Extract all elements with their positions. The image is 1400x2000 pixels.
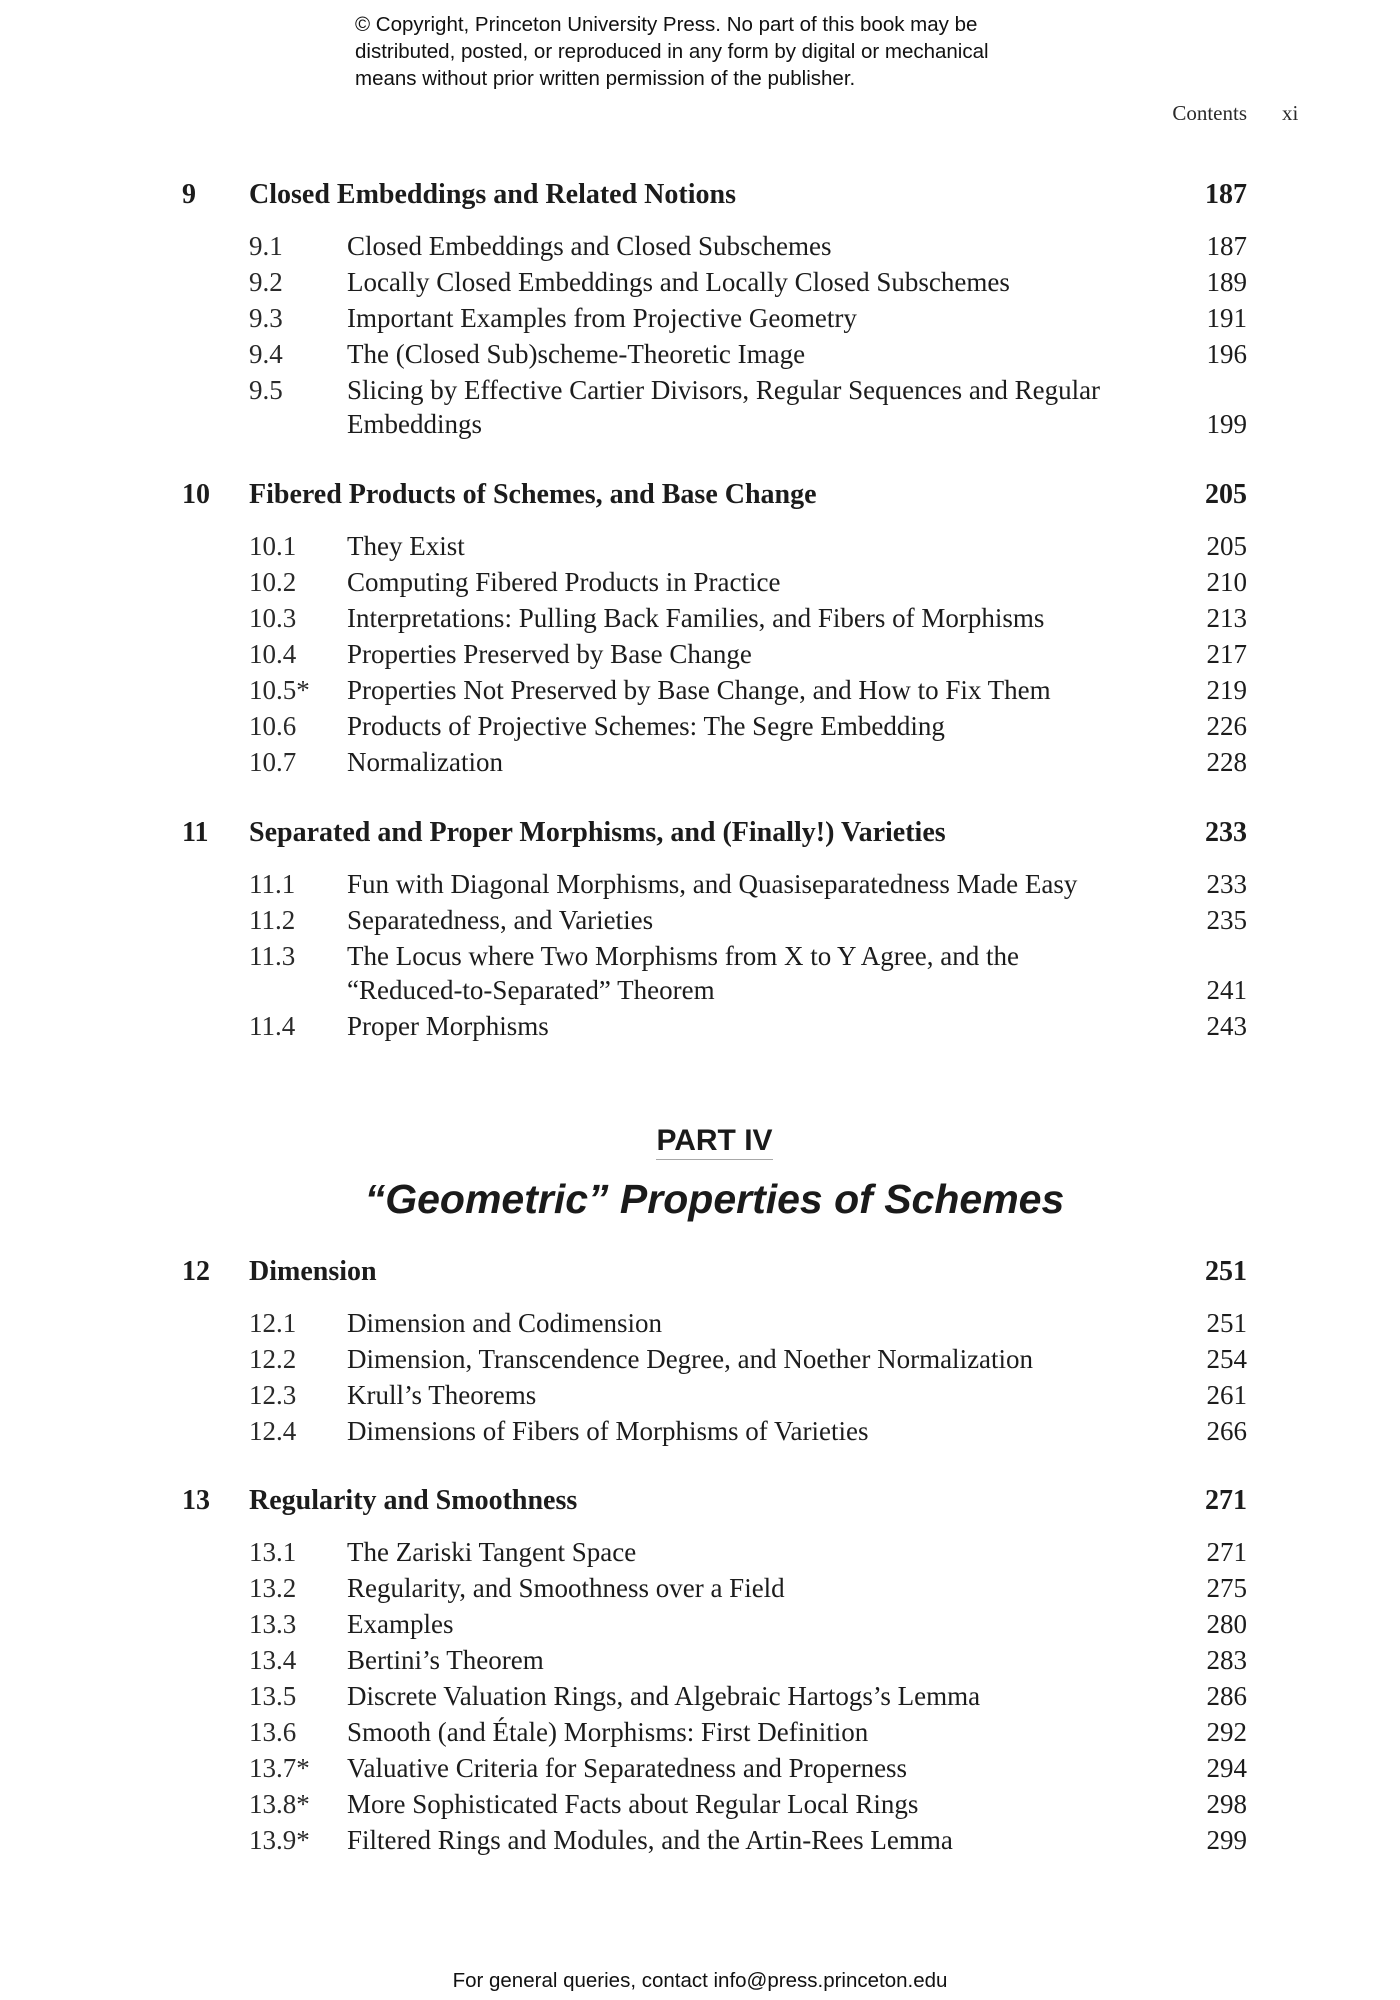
section-title-continuation: “Reduced-to-Separated” Theorem <box>347 974 715 1005</box>
section-row <box>249 710 1247 744</box>
footer-contact: For general queries, contact info@press.princeton.edu <box>452 1969 948 1992</box>
section-page: 243 <box>1206 1010 1247 1041</box>
section-row <box>249 1752 1247 1786</box>
part-title: “Geometric” Properties of Schemes <box>364 1176 1065 1222</box>
section-title: The (Closed Sub)scheme-Theoretic Image <box>347 339 806 369</box>
section-row <box>249 1343 1247 1377</box>
section-number: 13.1 <box>249 1537 297 1567</box>
section-title: Properties Not Preserved by Base Change, and How to Fix Them <box>347 675 1051 705</box>
section-page: 286 <box>1206 1681 1247 1711</box>
section-number: 12.1 <box>249 1308 297 1338</box>
section-number: 13.4 <box>249 1645 297 1675</box>
section-title: They Exist <box>347 531 465 561</box>
section-title: Separatedness, and Varieties <box>347 905 654 935</box>
section-title: Krull’s Theorems <box>347 1380 537 1410</box>
section-page: 280 <box>1206 1609 1247 1639</box>
chapter-title: Regularity and Smoothness <box>249 1485 578 1516</box>
section-page: 292 <box>1206 1717 1247 1747</box>
section-page: 298 <box>1206 1789 1247 1819</box>
running-head-label: Contents <box>1172 101 1247 125</box>
section-page: 241 <box>1206 974 1247 1005</box>
section-row <box>249 374 1247 441</box>
section-title: The Locus where Two Morphisms from X to Y Agree, and the <box>347 941 1019 971</box>
copyright-line: distributed, posted, or reproduced in any form by digital or mechanical <box>355 40 989 63</box>
section-row <box>249 1379 1247 1413</box>
section-title: Examples <box>347 1609 454 1639</box>
section-title: Valuative Criteria for Separatedness and Properness <box>347 1753 908 1783</box>
chapter-number: 9 <box>182 179 196 210</box>
chapter-heading <box>182 177 1247 213</box>
part-label: PART IV <box>656 1122 772 1160</box>
section-number: 13.9* <box>249 1825 310 1855</box>
section-page: 254 <box>1206 1344 1247 1374</box>
chapter-heading <box>182 477 1247 513</box>
section-title: Normalization <box>347 747 503 777</box>
section-title: More Sophisticated Facts about Regular Local Rings <box>347 1789 919 1819</box>
section-page: 189 <box>1206 267 1247 297</box>
section-number: 10.6 <box>249 711 297 741</box>
chapter-number: 13 <box>182 1485 210 1516</box>
section-page: 196 <box>1206 339 1247 369</box>
section-number: 13.2 <box>249 1573 297 1603</box>
section-page: 187 <box>1206 231 1247 261</box>
section-title-continuation: Embeddings <box>347 408 482 439</box>
copyright-notice <box>355 11 1255 92</box>
section-number: 9.2 <box>249 267 283 297</box>
section-title: Properties Preserved by Base Change <box>347 639 752 669</box>
section-page: 251 <box>1206 1308 1247 1338</box>
chapter-title: Fibered Products of Schemes, and Base Change <box>249 479 817 510</box>
section-row <box>249 230 1247 264</box>
section-page: 210 <box>1206 567 1247 597</box>
section-number: 10.3 <box>249 603 297 633</box>
section-number: 13.3 <box>249 1609 297 1639</box>
section-number: 10.7 <box>249 747 297 777</box>
section-row <box>249 338 1247 372</box>
running-head-page-number: xi <box>1282 101 1299 125</box>
section-number: 12.2 <box>249 1344 297 1374</box>
section-page: 275 <box>1206 1573 1247 1603</box>
chapter-heading <box>182 1254 1247 1290</box>
section-number: 10.5* <box>249 675 310 705</box>
section-row <box>249 1644 1247 1678</box>
section-page: 228 <box>1206 747 1247 777</box>
section-row <box>249 1572 1247 1606</box>
section-number: 9.3 <box>249 303 283 333</box>
section-page: 283 <box>1206 1645 1247 1675</box>
section-title: Important Examples from Projective Geometry <box>347 303 857 333</box>
section-number: 11.1 <box>249 869 296 899</box>
section-row <box>249 1824 1247 1858</box>
chapter-9-block <box>182 177 1247 444</box>
section-row <box>249 904 1247 938</box>
section-row <box>249 746 1247 780</box>
section-number: 10.2 <box>249 567 297 597</box>
chapter-number: 10 <box>182 479 210 510</box>
section-row <box>249 602 1247 636</box>
section-page: 235 <box>1206 905 1247 935</box>
section-row <box>249 1307 1247 1341</box>
section-title: Dimensions of Fibers of Morphisms of Varieties <box>347 1416 869 1446</box>
section-list <box>182 530 1247 780</box>
section-title: Locally Closed Embeddings and Locally Closed Subschemes <box>347 267 1010 297</box>
section-number: 13.7* <box>249 1753 310 1783</box>
chapter-10-block <box>182 477 1247 782</box>
chapter-page: 233 <box>1205 817 1247 848</box>
section-number: 11.4 <box>249 1010 296 1041</box>
section-title: Smooth (and Étale) Morphisms: First Definition <box>347 1717 869 1747</box>
section-number: 13.8* <box>249 1789 310 1819</box>
section-list <box>182 1536 1247 1858</box>
section-title: The Zariski Tangent Space <box>347 1537 637 1567</box>
section-number: 10.1 <box>249 531 297 561</box>
section-row <box>249 940 1247 1007</box>
chapter-13-block <box>182 1483 1247 1860</box>
section-page: 294 <box>1206 1753 1247 1783</box>
section-title: Interpretations: Pulling Back Families, and Fibers of Morphisms <box>347 603 1045 633</box>
section-row <box>249 1680 1247 1714</box>
section-page: 226 <box>1206 711 1247 741</box>
chapter-number: 12 <box>182 1256 210 1287</box>
section-row <box>249 1010 1247 1044</box>
section-title: Computing Fibered Products in Practice <box>347 567 781 597</box>
section-row <box>249 566 1247 600</box>
chapter-page: 271 <box>1205 1485 1247 1516</box>
section-page: 213 <box>1206 603 1247 633</box>
section-list <box>182 230 1247 441</box>
chapter-number: 11 <box>182 817 209 848</box>
section-number: 12.3 <box>249 1380 297 1410</box>
section-page: 191 <box>1206 303 1247 333</box>
section-row <box>249 638 1247 672</box>
section-page: 199 <box>1206 408 1247 439</box>
chapter-heading <box>182 1483 1247 1519</box>
section-row <box>249 530 1247 564</box>
section-number: 9.5 <box>249 375 283 405</box>
section-row <box>249 1536 1247 1570</box>
section-number: 10.4 <box>249 639 297 669</box>
section-page: 299 <box>1206 1825 1247 1855</box>
section-number: 13.6 <box>249 1717 297 1747</box>
section-page: 266 <box>1206 1416 1247 1446</box>
section-page: 217 <box>1206 639 1247 669</box>
section-title: Fun with Diagonal Morphisms, and Quasiseparatedness Made Easy <box>347 869 1078 899</box>
section-page: 271 <box>1206 1537 1247 1567</box>
chapter-title: Separated and Proper Morphisms, and (Finally!) Varieties <box>249 817 946 848</box>
chapter-page: 187 <box>1205 179 1247 210</box>
section-page: 205 <box>1206 531 1247 561</box>
section-page: 261 <box>1206 1380 1247 1410</box>
chapter-12-block <box>182 1254 1247 1451</box>
section-number: 9.1 <box>249 231 283 261</box>
section-number: 13.5 <box>249 1681 297 1711</box>
section-list <box>182 868 1247 1043</box>
chapter-title: Closed Embeddings and Related Notions <box>249 179 736 210</box>
section-title: Proper Morphisms <box>347 1010 549 1041</box>
section-title: Regularity, and Smoothness over a Field <box>347 1573 785 1603</box>
section-row <box>249 868 1247 902</box>
chapter-11-block <box>182 815 1247 1046</box>
section-title: Bertini’s Theorem <box>347 1645 544 1675</box>
section-title: Dimension and Codimension <box>347 1308 662 1338</box>
section-number: 11.3 <box>249 941 296 971</box>
section-row <box>249 1716 1247 1750</box>
chapter-heading <box>182 815 1247 851</box>
section-number: 9.4 <box>249 339 283 369</box>
section-row <box>249 674 1247 708</box>
section-list <box>182 1307 1247 1449</box>
section-title: Slicing by Effective Cartier Divisors, Regular Sequences and Regular <box>347 375 1101 405</box>
section-title: Dimension, Transcendence Degree, and Noether Normalization <box>347 1344 1034 1374</box>
section-title: Discrete Valuation Rings, and Algebraic Hartogs’s Lemma <box>347 1681 981 1711</box>
section-page: 219 <box>1206 675 1247 705</box>
section-row <box>249 266 1247 300</box>
chapter-title: Dimension <box>249 1256 377 1287</box>
section-title: Products of Projective Schemes: The Segre Embedding <box>347 711 945 741</box>
chapter-page: 251 <box>1205 1256 1247 1287</box>
section-title: Closed Embeddings and Closed Subschemes <box>347 231 832 261</box>
section-page: 233 <box>1206 869 1247 899</box>
section-row <box>249 1415 1247 1449</box>
section-number: 12.4 <box>249 1416 297 1446</box>
section-row <box>249 1608 1247 1642</box>
section-row <box>249 1788 1247 1822</box>
copyright-line: means without prior written permission of the publisher. <box>355 67 856 90</box>
section-title: Filtered Rings and Modules, and the Artin-Rees Lemma <box>347 1825 953 1855</box>
section-number: 11.2 <box>249 905 296 935</box>
copyright-line: © Copyright, Princeton University Press. No part of this book may be <box>355 13 978 36</box>
chapter-page: 205 <box>1205 479 1247 510</box>
section-row <box>249 302 1247 336</box>
